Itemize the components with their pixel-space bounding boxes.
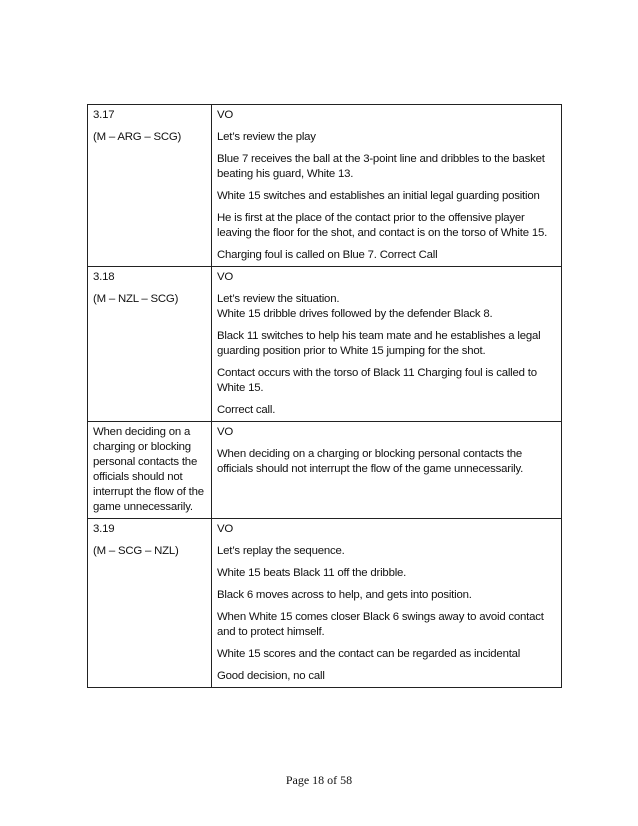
vo-heading: VO: [217, 523, 234, 535]
voice-over-cell: [212, 422, 562, 519]
vo-line: When deciding on a charging or blocking personal contacts the officials should not interrupt the flow of the game unnecessarily.: [217, 448, 524, 475]
voice-over-cell: [212, 519, 562, 688]
vo-line: Correct call.: [217, 404, 276, 416]
vo-line-group: [217, 292, 556, 322]
vo-line: Good decision, no call: [217, 670, 325, 682]
vo-heading: VO: [217, 426, 234, 438]
vo-line: Blue 7 receives the ball at the 3-point line and dribbles to the basket beating his guard, White 13.: [217, 153, 545, 180]
clip-teams: (M – SCG – NZL): [93, 545, 179, 557]
clip-number: 3.17: [93, 109, 115, 121]
clip-reference-cell: [88, 519, 212, 688]
vo-line: When White 15 comes closer Black 6 swings away to avoid contact and to protect himself.: [217, 611, 544, 638]
clip-number: 3.18: [93, 271, 115, 283]
table-row: [88, 105, 562, 267]
script-table: [87, 104, 562, 688]
vo-line: White 15 dribble drives followed by the defender Black 8.: [217, 308, 493, 320]
note-cell: [88, 422, 212, 519]
vo-line: Black 6 moves across to help, and gets into position.: [217, 589, 472, 601]
clip-number: 3.19: [93, 523, 115, 535]
vo-line: He is first at the place of the contact prior to the offensive player leaving the floor for the shot, and contact is on the torso of White 15.: [217, 212, 548, 239]
voice-over-cell: [212, 105, 562, 267]
note-text: When deciding on a charging or blocking personal contacts the officials should not interrupt the flow of the game unnecessarily.: [93, 426, 204, 513]
vo-line: Black 11 switches to help his team mate and he establishes a legal guarding position prior to White 15 jumping for the shot.: [217, 330, 541, 357]
vo-line: White 15 scores and the contact can be regarded as incidental: [217, 648, 521, 660]
clip-reference-cell: [88, 105, 212, 267]
vo-heading: VO: [217, 271, 234, 283]
clip-teams: (M – NZL – SCG): [93, 293, 179, 305]
table-row: [88, 519, 562, 688]
table-row: [88, 267, 562, 422]
vo-line: Let’s review the situation.: [217, 293, 340, 305]
vo-line: White 15 beats Black 11 off the dribble.: [217, 567, 407, 579]
vo-line: Charging foul is called on Blue 7. Correct Call: [217, 249, 438, 261]
vo-heading: VO: [217, 109, 234, 121]
vo-line: White 15 switches and establishes an initial legal guarding position: [217, 190, 540, 202]
table-row: [88, 422, 562, 519]
vo-line: Contact occurs with the torso of Black 11 Charging foul is called to White 15.: [217, 367, 537, 394]
vo-line: Let’s replay the sequence.: [217, 545, 345, 557]
voice-over-cell: [212, 267, 562, 422]
clip-reference-cell: [88, 267, 212, 422]
page-number: Page 18 of 58: [285, 773, 353, 787]
clip-teams: (M – ARG – SCG): [93, 131, 182, 143]
vo-line: Let’s review the play: [217, 131, 316, 143]
